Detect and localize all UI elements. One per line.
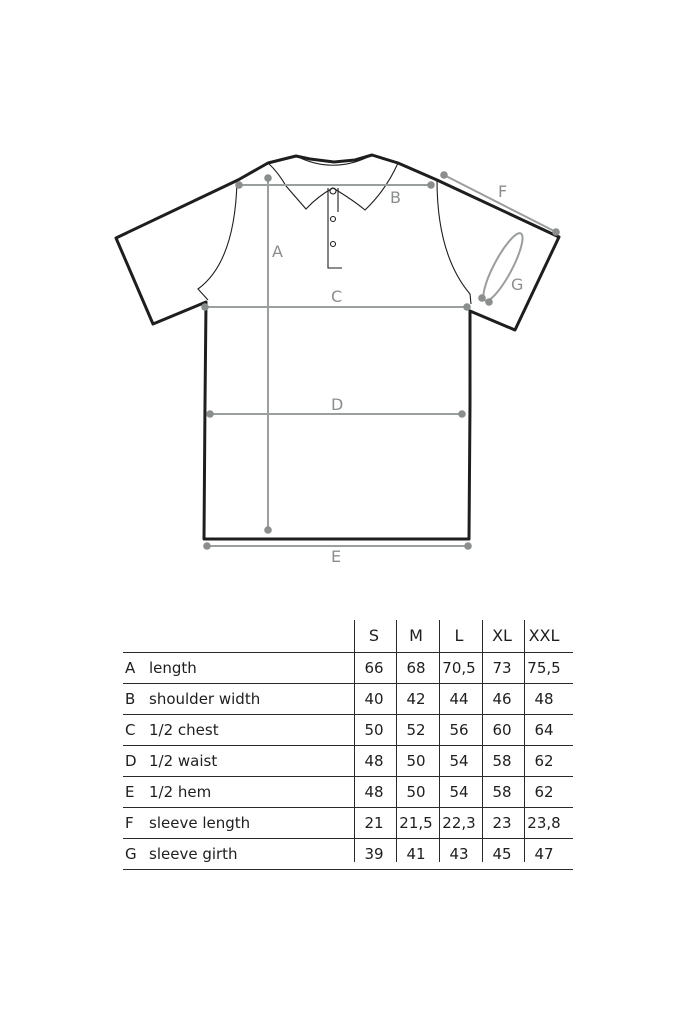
table-row [123,777,573,808]
table-cell: 44 [449,690,469,708]
table-cell: 50 [406,783,426,801]
table-cell: 62 [534,783,554,801]
row-name: shoulder width [149,690,261,708]
dimension-label-c: C [331,287,343,306]
dimension-dot [458,410,466,418]
dimension-dot [478,294,486,302]
table-row [123,715,573,746]
size-header-xxl: XXL [528,626,560,645]
row-name: length [149,659,197,677]
table-cell: 60 [492,721,512,739]
table-cell: 58 [492,783,512,801]
table-cell: 58 [492,752,512,770]
dimension-dot [464,542,472,550]
table-cell: 48 [364,752,384,770]
table-cell: 48 [534,690,554,708]
dimension-dot [463,303,471,311]
table-row [123,653,573,684]
row-name: 1/2 chest [149,721,219,739]
table-cell: 54 [449,752,469,770]
dimension-label-d: D [331,395,344,414]
dimension-label-f: F [498,182,508,201]
row-letter: C [125,721,136,739]
table-cell: 48 [364,783,384,801]
dimension-dot [485,298,493,306]
table-cell: 68 [406,659,426,677]
table-cell: 75,5 [527,659,561,677]
placket [328,188,342,268]
row-letter: B [125,690,136,708]
table-cell: 52 [406,721,426,739]
table-cell: 45 [492,845,512,863]
row-letter: D [125,752,137,770]
table-cell: 73 [492,659,512,677]
dimension-label-g: G [511,275,524,294]
button-icon [331,217,336,222]
table-cell: 50 [406,752,426,770]
table-row [123,808,573,839]
row-letter: F [125,814,134,832]
table-cell: 50 [364,721,384,739]
table-cell: 21 [364,814,384,832]
table-cell: 62 [534,752,554,770]
collar-band [296,155,372,165]
table-cell: 46 [492,690,512,708]
size-header-xl: XL [492,626,512,645]
button-icon [330,188,336,194]
row-name: sleeve girth [149,845,238,863]
table-row [123,746,573,777]
table-cell: 56 [449,721,469,739]
row-name: 1/2 waist [149,752,218,770]
shirt-outline [116,155,559,539]
table-cell: 23 [492,814,512,832]
table-row [123,839,573,870]
table-cell: 70,5 [442,659,476,677]
dimension-dot [235,181,243,189]
table-cell: 54 [449,783,469,801]
size-header-s: S [368,626,380,645]
dimension-label-a: A [272,242,283,261]
dimension-dot [427,181,435,189]
row-letter: G [125,845,137,863]
dimension-dot [440,171,448,179]
table-cell: 23,8 [527,814,561,832]
table-cell: 22,3 [442,814,476,832]
table-row [123,684,573,715]
table-cell: 42 [406,690,426,708]
dimension-dot [264,526,272,534]
row-letter: E [125,783,135,801]
dimension-label-e: E [331,547,342,566]
dimension-dot [552,228,560,236]
table-cell: 39 [364,845,384,863]
size-table [123,620,573,870]
table-cell: 21,5 [399,814,433,832]
table-cell: 41 [406,845,426,863]
table-cell: 47 [534,845,554,863]
dimension-dot [201,303,209,311]
dimension-label-b: B [390,188,401,207]
row-name: 1/2 hem [149,783,212,801]
size-header-l: L [454,626,464,645]
size-header-m: M [409,626,423,645]
right-armhole-seam [437,180,471,304]
dimension-dot [203,542,211,550]
table-header-row [123,620,573,653]
row-name: sleeve length [149,814,251,832]
dimension-dot [264,174,272,182]
button-icon [331,242,336,247]
row-letter: A [125,659,136,677]
dimension-dot [206,410,214,418]
table-cell: 40 [364,690,384,708]
table-cell: 64 [534,721,554,739]
collar [268,163,398,210]
left-armhole-seam [198,181,237,300]
table-cell: 43 [449,845,469,863]
table-cell: 66 [364,659,384,677]
